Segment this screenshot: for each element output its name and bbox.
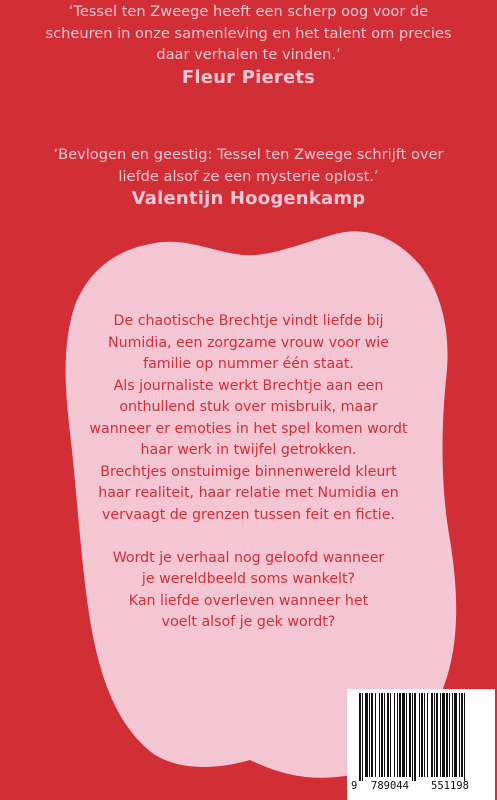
- isbn-barcode: [347, 689, 495, 800]
- blurb-line: haar realiteit, haar relatie met Numidia en: [98, 485, 399, 501]
- barcode-bar: [459, 693, 460, 777]
- barcode-bar: [431, 693, 433, 777]
- barcode-bar: [452, 693, 453, 777]
- barcode-bar: [424, 693, 425, 777]
- barcode-bar: [402, 693, 405, 777]
- barcode-bar: [454, 693, 457, 777]
- quote-valentijn-hoogenkamp: [0, 144, 497, 211]
- barcode-bar: [375, 693, 376, 777]
- blurb-line: Als journaliste werkt Brechtje aan een: [113, 377, 384, 394]
- book-blurb: [0, 311, 497, 634]
- barcode-bar: [461, 693, 463, 777]
- barcode-bar: [406, 693, 407, 777]
- barcode-bars: [347, 689, 495, 781]
- barcode-bar: [365, 693, 368, 777]
- barcode-bar: [362, 693, 363, 781]
- barcode-bar: [409, 693, 411, 777]
- blurb-line: Numidia, een zorgzame vrouw voor wie: [108, 334, 389, 351]
- isbn-prefix: 9: [351, 780, 358, 792]
- blurb-line: haar werk in twijfel getrokken.: [140, 442, 357, 458]
- barcode-bar: [399, 693, 401, 777]
- barcode-bar: [369, 693, 370, 777]
- quote-fleur-pierets: [0, 1, 497, 90]
- quote-author: Valentijn Hoogenkamp: [131, 188, 366, 209]
- barcode-bar: [421, 693, 423, 777]
- blurb-question-line: voelt alsof je gek wordt?: [161, 614, 336, 630]
- barcode-bar: [412, 693, 413, 781]
- barcode-bar: [449, 693, 450, 777]
- blurb-line: wanneer er emoties in het spel komen wordt: [89, 420, 408, 437]
- barcode-bar: [387, 693, 389, 777]
- blurb-line: vervaagt de grenzen tussen feit en fictie.: [101, 506, 395, 523]
- blurb-question-line: je wereldbeeld soms wankelt?: [141, 571, 356, 587]
- barcode-bar: [440, 693, 441, 777]
- blurb-line: De chaotische Brechtje vindt liefde bij: [113, 313, 384, 329]
- isbn-left-group: 789044: [371, 780, 409, 792]
- blurb-question-line: Wordt je verhaal nog geloofd wanneer: [112, 549, 385, 566]
- paragraph-gap: [0, 526, 497, 548]
- quote-line: ‘Tessel ten Zweege heeft een scherp oog voor de: [68, 3, 429, 20]
- barcode-bar: [390, 693, 391, 777]
- barcode-bar: [464, 693, 465, 781]
- blurb-question-line: Kan liefde overleven wanneer het: [128, 592, 369, 609]
- quote-line: ‘Bevlogen en geestig: Tessel ten Zweege schrijft over: [53, 146, 444, 163]
- isbn-right-group: 551198: [431, 780, 469, 792]
- barcode-bar: [442, 693, 445, 777]
- barcode-bar: [419, 693, 420, 777]
- quote-line: scheuren in onze samenleving en het talent om precies: [45, 24, 452, 42]
- blurb-line: familie op nummer één staat.: [143, 356, 354, 372]
- barcode-bar: [394, 693, 395, 777]
- barcode-bar: [414, 693, 416, 781]
- quote-author: Fleur Pierets: [181, 66, 316, 88]
- blurb-line: onthullend stuk over misbruik, maar: [119, 399, 378, 415]
- barcode-bar: [359, 693, 361, 781]
- quote-line: liefde alsof ze een mysterie oplost.’: [118, 167, 379, 185]
- barcode-bar: [397, 693, 398, 777]
- quote-line: daar verhalen te vinden.’: [156, 46, 341, 63]
- barcode-bar: [381, 693, 383, 777]
- barcode-bar: [446, 693, 448, 777]
- isbn-number: [347, 780, 495, 796]
- barcode-bar: [434, 693, 435, 777]
- barcode-bar: [371, 693, 373, 777]
- barcode-bar: [427, 693, 428, 777]
- barcode-bar: [436, 693, 438, 777]
- blurb-line: Brechtjes onstuimige binnenwereld kleurt: [100, 463, 397, 480]
- barcode-bar: [379, 693, 380, 777]
- barcode-bar: [384, 693, 385, 777]
